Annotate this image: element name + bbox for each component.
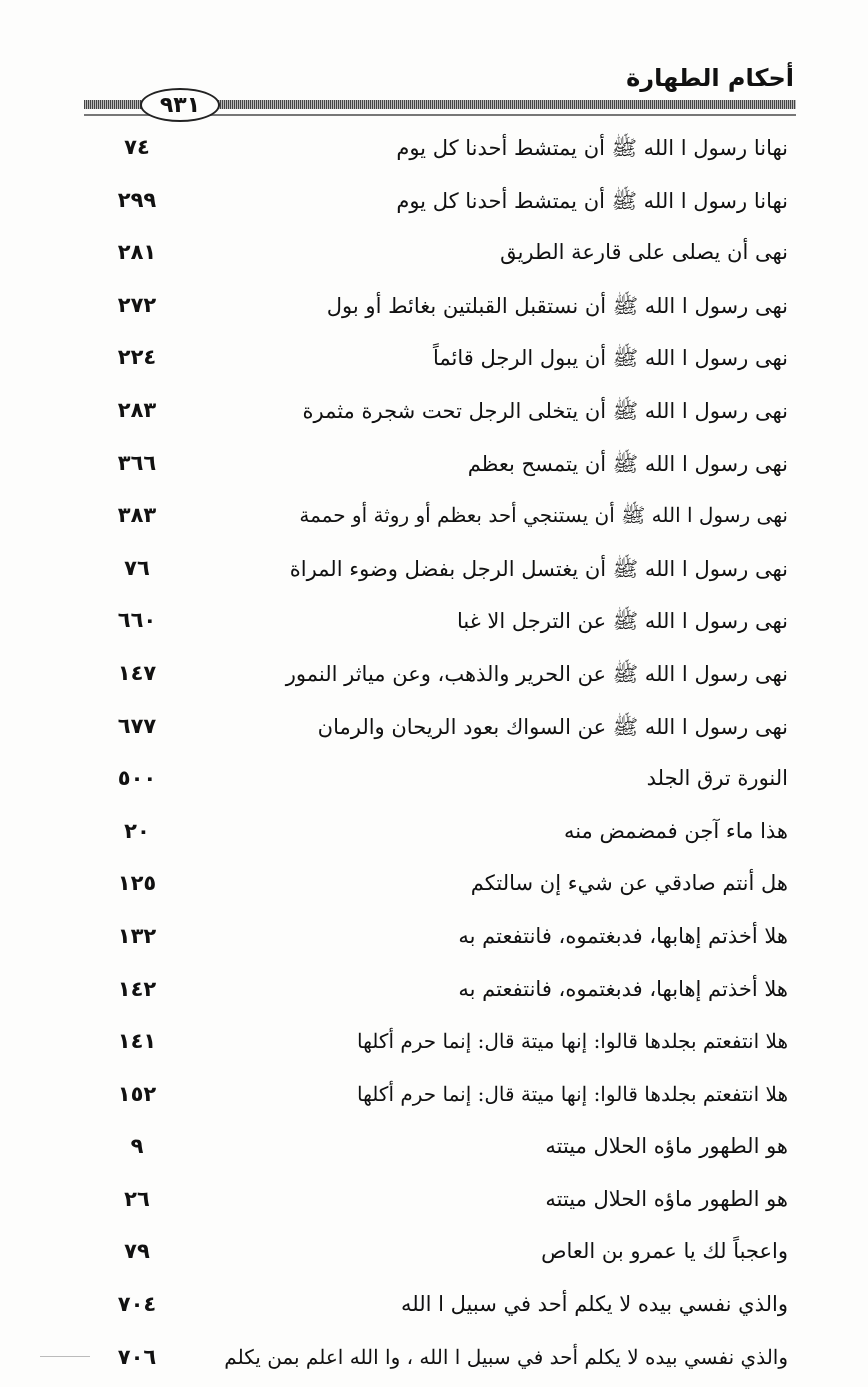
entry-text: هلا أخذتم إهابها، فدبغتموه، فانتفعتم به (458, 923, 788, 948)
index-entry (0, 704, 868, 757)
entry-page: ٢٩٩ (117, 187, 157, 212)
entry-text: نهى أن يصلى على قارعة الطريق (500, 240, 788, 265)
index-entry (0, 1124, 868, 1177)
index-entry (0, 861, 868, 914)
entry-text: هو الطهور ماؤه الحلال ميتته (545, 1134, 788, 1159)
entry-page: ٢٧٢ (117, 292, 157, 317)
index-entry (0, 441, 868, 494)
entry-page: ٧٠٦ (117, 1344, 157, 1369)
entry-text: نهى رسول ا الله ﷺ أن يغتسل الرجل بفضل وضوء المراة (289, 556, 788, 581)
entry-page: ٣٨٣ (117, 503, 157, 528)
entry-page: ١٥٢ (117, 1081, 157, 1106)
entry-page: ١٣٢ (117, 923, 157, 948)
entry-page: ١٤٢ (117, 976, 157, 1001)
entry-page: ٦٧٧ (117, 713, 157, 738)
entry-page: ٥٠٠ (117, 766, 157, 791)
entry-text: نهى رسول ا الله ﷺ أن يتمسح بعظم (467, 451, 788, 476)
index-list (0, 125, 868, 1387)
index-entry (0, 1072, 868, 1125)
entry-page: ١٢٥ (117, 871, 157, 896)
entry-page: ٢٠ (124, 818, 150, 843)
index-entry (0, 283, 868, 336)
entry-page: ٢٦ (124, 1186, 150, 1211)
entry-page: ٧٦ (124, 555, 150, 580)
index-entry (0, 967, 868, 1020)
entry-page: ٢٨٣ (117, 397, 157, 422)
entry-text: هو الطهور ماؤه الحلال ميتته (545, 1186, 788, 1211)
entry-text: نهى رسول ا الله ﷺ أن نستقبل القبلتين بغائط أو بول (326, 293, 788, 318)
entry-text: والذي نفسي بيده لا يكلم أحد في سبيل ا الله (400, 1292, 788, 1317)
index-entry (0, 546, 868, 599)
entry-text: نهى رسول ا الله ﷺ أن يتخلى الرجل تحت شجرة مثمرة (302, 398, 788, 423)
entry-text: واعجباً لك يا عمرو بن العاص (541, 1239, 788, 1264)
index-entry (0, 914, 868, 967)
entry-text: والذي نفسي بيده لا يكلم أحد في سبيل ا الله ، وا الله اعلم بمن يكلم (224, 1344, 788, 1369)
index-entry (0, 230, 868, 283)
index-entry (0, 178, 868, 231)
entry-text: هلا انتفعتم بجلدها قالوا: إنها ميتة قال: إنما حرم أكلها (356, 1029, 788, 1054)
index-entry (0, 809, 868, 862)
entry-page: ٧٠٤ (117, 1292, 157, 1317)
entry-text: هلا انتفعتم بجلدها قالوا: إنها ميتة قال: إنما حرم أكلها (356, 1081, 788, 1106)
entry-text: نهى رسول ا الله ﷺ أن يستنجي أحد بعظم أو روثة أو حممة (299, 503, 788, 528)
entry-text: هذا ماء آجن فمضمض منه (563, 818, 788, 843)
index-entry (0, 1229, 868, 1282)
entry-page: ٢٢٤ (117, 345, 157, 370)
index-entry (0, 1019, 868, 1072)
index-entry (0, 388, 868, 441)
entry-page: ٦٦٠ (117, 608, 157, 633)
index-entry (0, 125, 868, 178)
index-entry (0, 335, 868, 388)
entry-page: ٩ (130, 1134, 144, 1159)
index-entry (0, 756, 868, 809)
entry-text: هل أنتم صادقي عن شيء إن سالتكم (470, 871, 788, 896)
entry-page: ١٤١ (117, 1029, 157, 1054)
page-number: ٩٣١ (140, 88, 220, 122)
scan-mark (40, 1356, 90, 1357)
entry-page: ٢٨١ (117, 240, 157, 265)
index-entry (0, 493, 868, 546)
index-entry (0, 1177, 868, 1230)
running-header-title: أحكام الطهارة (626, 64, 794, 92)
entry-text: نهى رسول ا الله ﷺ عن الحرير والذهب، وعن مياثر النمور (285, 661, 788, 686)
index-entry (0, 1335, 868, 1387)
index-entry (0, 651, 868, 704)
entry-page: ٧٤ (124, 135, 150, 159)
entry-text: نهى رسول ا الله ﷺ عن السواك بعود الريحان والرمان (317, 714, 788, 739)
entry-page: ٣٦٦ (117, 450, 157, 475)
entry-text: نهى رسول ا الله ﷺ أن يبول الرجل قائماً (433, 346, 788, 371)
index-entry (0, 1282, 868, 1335)
index-entry (0, 598, 868, 651)
entry-text: النورة ترق الجلد (646, 766, 788, 791)
entry-text: هلا أخذتم إهابها، فدبغتموه، فانتفعتم به (458, 976, 788, 1001)
entry-page: ٧٩ (124, 1239, 150, 1264)
entry-text: نهى رسول ا الله ﷺ عن الترجل الا غبا (456, 609, 788, 634)
entry-text: نهانا رسول ا الله ﷺ أن يمتشط أحدنا كل يوم (396, 188, 788, 213)
entry-page: ١٤٧ (117, 660, 157, 685)
entry-text: نهانا رسول ا الله ﷺ أن يمتشط أحدنا كل يوم (396, 136, 788, 160)
